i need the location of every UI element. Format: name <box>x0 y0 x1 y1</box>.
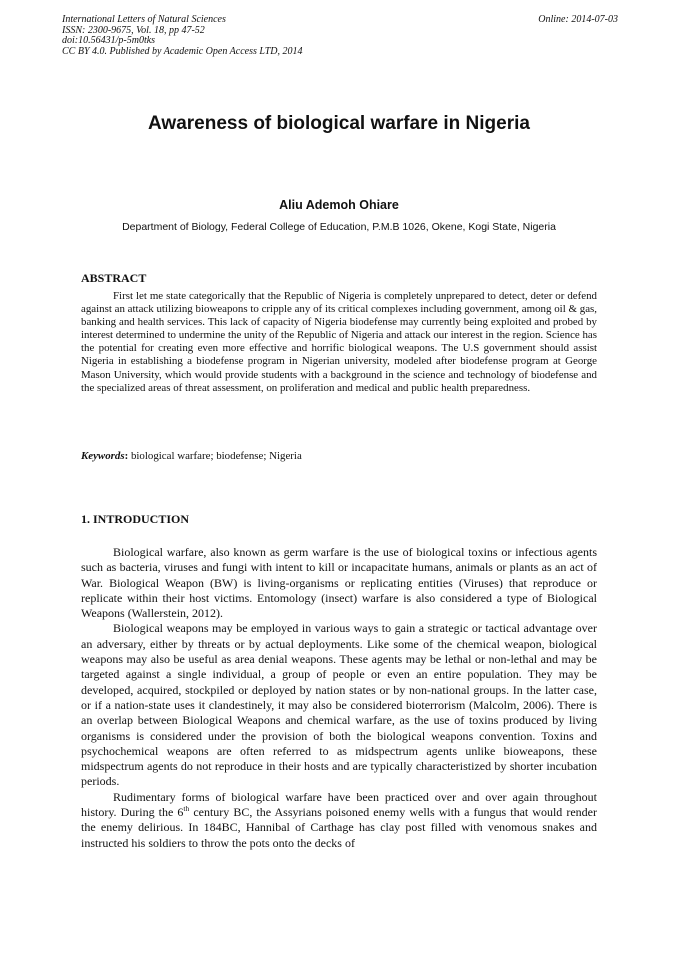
author-name: Aliu Ademoh Ohiare <box>279 198 399 212</box>
keywords-line <box>81 450 302 462</box>
online-date: Online: 2014-07-03 <box>538 14 618 25</box>
abstract-text: First let me state categorically that the Republic of Nigeria is completely unprepared to detect, deter or defend against an attack utilizing bioweapons to cripple any of its critical complexes including government, among oil & gas, banking and health services. This lack of capacity of Nigeria biodefense may currently being exploited and probed by interest determined to undermine the unity of the Republic of Nigeria and attack our interest in the region. Science has the potential for creating even more effective and horrific biological weapons. The U.S government should assist Nigeria in establishing a biodefense program in Nigerian university, modeled after biodefense program at George Mason University, which would provide students with a background in the science and technology of biodefense and the specialized areas of threat assessment, on proliferation and medical and public health preparedness. <box>81 290 597 394</box>
license-line: CC BY 4.0. Published by Academic Open Access LTD, 2014 <box>62 45 303 57</box>
ordinal-superscript: th <box>183 804 190 814</box>
keywords-label: Keywords <box>81 450 125 462</box>
abstract-heading: ABSTRACT <box>81 271 147 285</box>
journal-header <box>62 15 618 57</box>
intro-p3-start: Rudimentary forms of biological warfare have been practiced over and over again throughout history. During the 6 <box>81 789 597 820</box>
introduction-body <box>81 545 597 851</box>
keywords-colon: : <box>124 450 129 462</box>
paper-title: Awareness of biological warfare in Nigeria <box>148 113 530 134</box>
intro-p3-end: century BC, the Assyrians poisoned enemy wells with a fungus that would render the enemy delirious. In 184BC, Hannibal of Carthage has clay post filled with venomous snakes and instructed his soldiers to throw the pots onto the decks of <box>81 805 597 850</box>
introduction-heading: 1. INTRODUCTION <box>81 512 190 526</box>
intro-paragraph-1: Biological warfare, also known as germ warfare is the use of biological toxins or infectious agents such as bacteria, viruses and fungi with intent to kill or incapacitate humans, animals or plants as an act of War. Biological Weapon (BW) is living-organisms or replicating entities (Viruses) that reproduce or replicate within their host victims. Entomology (insect) warfare is also considered a type of Biological Weapons (Wallerstein, 2012). <box>81 545 597 621</box>
intro-paragraph-2: Biological weapons may be employed in various ways to gain a strategic or tactical advantage over an adversary, either by threats or by actual deployments. Like some of the chemical weapon, biological weapons may also be useful as area denial weapons. These agents may be lethal or non-lethal and may be targeted against a single individual, a group of people or even an entire population. They may be developed, acquired, stockpiled or deployed by nation states or by non-national groups. In the latter case, or if a nation-state uses it clandestinely, it may also be considered bioterrorism (Malcolm, 2006). There is an overlap between Biological Weapons and chemical warfare, as the use of toxins produced by living organisms is considered under the provision of both the biological weapons convention. Toxins and psychochemical weapons are often referred to as midspectrum agents unlike bioweapons, these midspectrum agents do not reproduce in their hosts and are typically characteristized by shorter incubation periods. <box>81 621 597 789</box>
doi-line: doi:10.56431/p-5m0tks <box>62 35 156 46</box>
issn-line: ISSN: 2300-9675, Vol. 18, pp 47-52 <box>62 24 205 36</box>
author-affiliation: Department of Biology, Federal College of Education, P.M.B 1026, Okene, Kogi State, Nigeria <box>122 221 556 233</box>
intro-paragraph-3 <box>81 790 597 851</box>
journal-name: International Letters of Natural Sciences <box>62 14 226 25</box>
keywords-text: biological warfare; biodefense; Nigeria <box>128 450 302 462</box>
